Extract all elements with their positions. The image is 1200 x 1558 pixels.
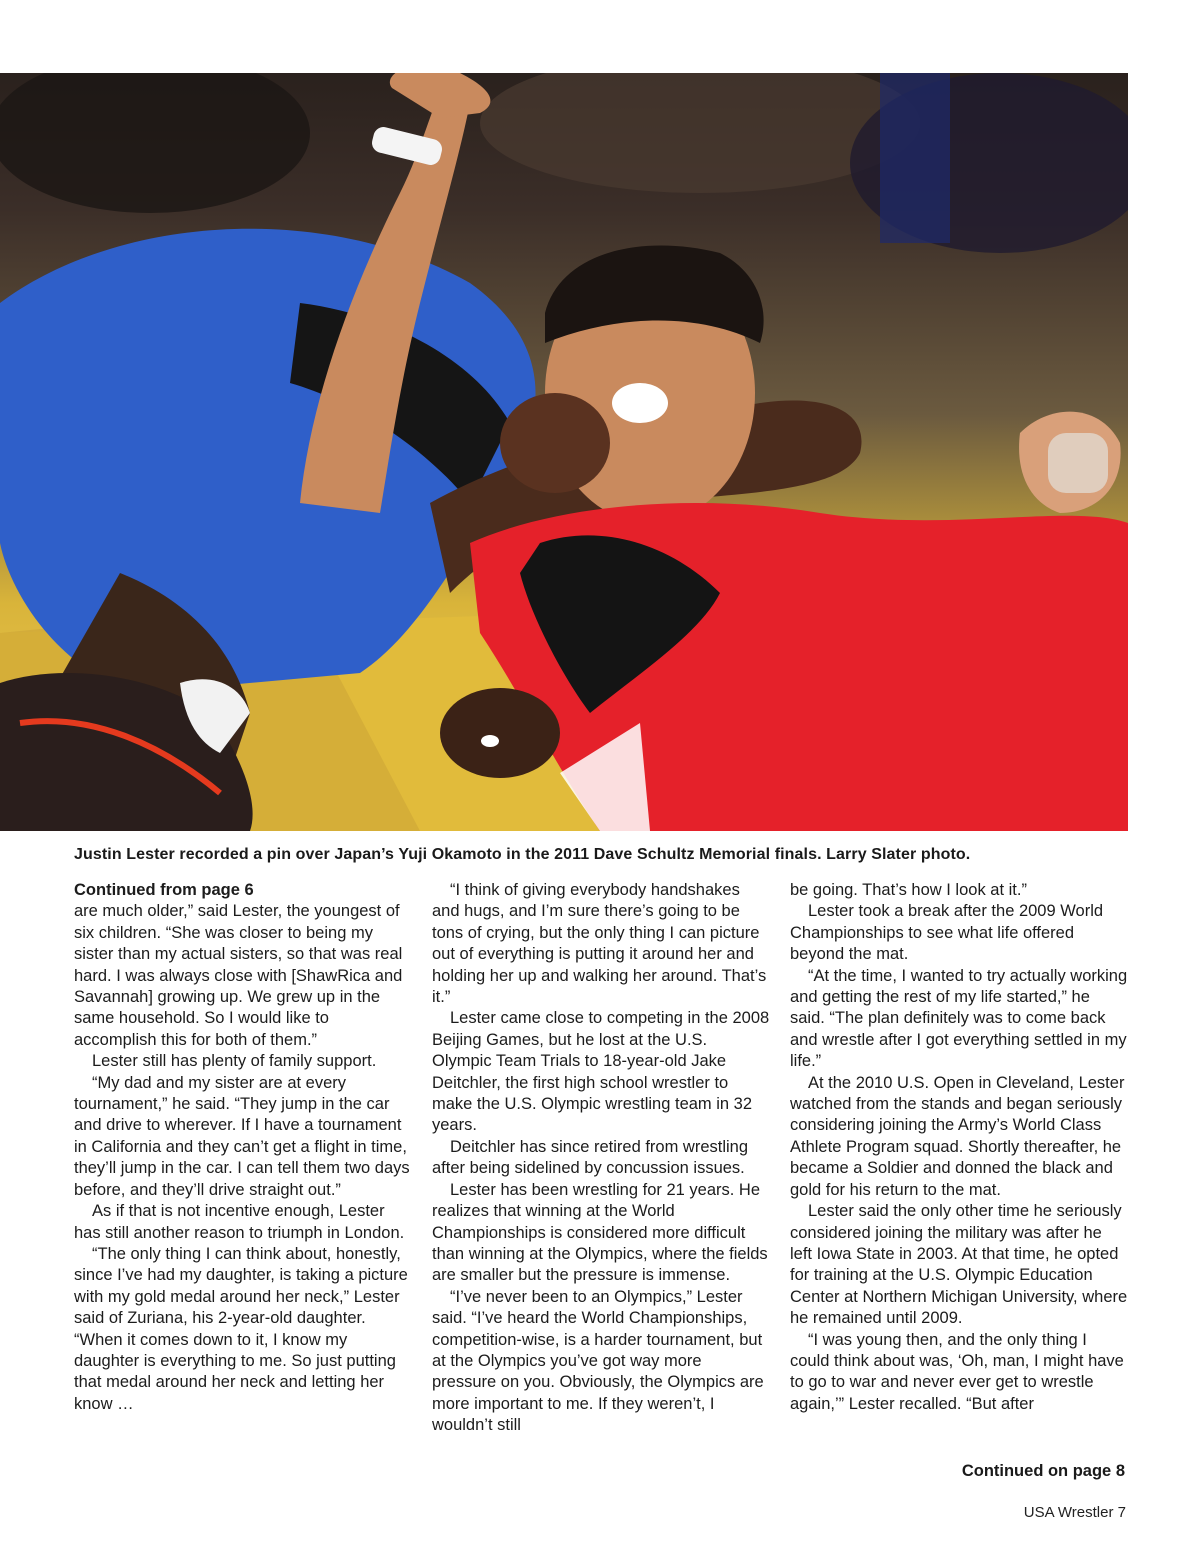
- paragraph: As if that is not incentive enough, Lester has still another reason to triumph in London.: [74, 1202, 405, 1242]
- paragraph: Lester has been wrestling for 21 years. He realizes that winning at the World Championships is considered more difficult than winning at the Olympics, where the fields are smaller but the pressure is immense.: [432, 1180, 768, 1285]
- paragraph: Lester came close to competing in the 2008 Beijing Games, but he lost at the U.S. Olympic Team Trials to 18-year-old Jake Deitchler, the first high school wrestler to make the U.S. Olympic wrestling team in 32 years.: [432, 1009, 770, 1135]
- paragraph: Lester still has plenty of family support.: [92, 1052, 377, 1071]
- paragraph: Deitchler has since retired from wrestling after being sidelined by concussion issues.: [432, 1137, 749, 1178]
- article-column-1: [74, 880, 412, 1415]
- page-folio: USA Wrestler 7: [1023, 1504, 1126, 1521]
- paragraph: are much older,” said Lester, the youngest of six children. “She was closer to being my sister than my actual sisters, so that was real hard. I was always close with [ShawRica and Savannah] growing up. We grew up in the same household. So I would like to accomplish this for both of them.”: [74, 902, 403, 1049]
- paragraph: “I was young then, and the only thing I could think about was, ‘Oh, man, I might have to go to war and never ever get to wrestle again,’” Lester recalled. “But after: [790, 1330, 1124, 1413]
- continued-on-label: Continued on page 8: [961, 1462, 1125, 1480]
- paragraph: “My dad and my sister are at every tournament,” he said. “They jump in the car and drive to wherever. If I have a tournament in California and they can’t get a flight in time, they’ll jump in the car. I can tell them two days before, and they’ll drive straight out.”: [74, 1073, 410, 1199]
- paragraph: “I think of giving everybody handshakes and hugs, and I’m sure there’s going to be tons of crying, but the only thing I can picture out of everything is putting it around her and holding her up and walking her around. That’s it.”: [432, 881, 767, 1007]
- paragraph: Lester said the only other time he seriously considered joining the military was after he left Iowa State in 2003. At that time, he opted for training at the U.S. Olympic Education Center at Northern Michigan University, where he remained until 2009.: [790, 1202, 1128, 1328]
- paragraph: “At the time, I wanted to try actually working and getting the rest of my life started,” he said. “The plan definitely was to come back and wrestle after I got everything settled in my life.”: [790, 966, 1128, 1071]
- paragraph: At the 2010 U.S. Open in Cleveland, Lester watched from the stands and began seriously considering joining the Army’s World Class Athlete Program squad. Shortly thereafter, he became a Soldier and donned the black and gold for his return to the mat.: [790, 1073, 1125, 1199]
- photo-illustration: [0, 73, 1128, 831]
- photo-caption: Justin Lester recorded a pin over Japan’s Yuji Okamoto in the 2011 Dave Schultz Memorial finals. Larry Slater photo.: [74, 846, 971, 863]
- continued-from-label: Continued from page 6: [74, 881, 254, 899]
- wrestling-photo: [0, 73, 1128, 831]
- paragraph: “I’ve never been to an Olympics,” Lester said. “I’ve heard the World Championships, competition-wise, is a harder tournament, but at the Olympics you’ve got way more pressure on you. Obviously, the Olympics are more important to me. If they weren’t, I wouldn’t still: [432, 1287, 764, 1435]
- article-column-2: [432, 880, 770, 1437]
- article-column-3: [790, 880, 1128, 1415]
- paragraph: “The only thing I can think about, honestly, since I’ve had my daughter, is taking a picture with my gold medal around her neck,” Lester said of Zuriana, his 2-year-old daughter. “When it comes down to it, I know my daughter is everything to me. So just putting that medal around her neck and letting her know …: [74, 1244, 408, 1413]
- paragraph: Lester took a break after the 2009 World Championships to see what life offered beyond the mat.: [790, 902, 1104, 964]
- paragraph: be going. That’s how I look at it.”: [790, 881, 1027, 899]
